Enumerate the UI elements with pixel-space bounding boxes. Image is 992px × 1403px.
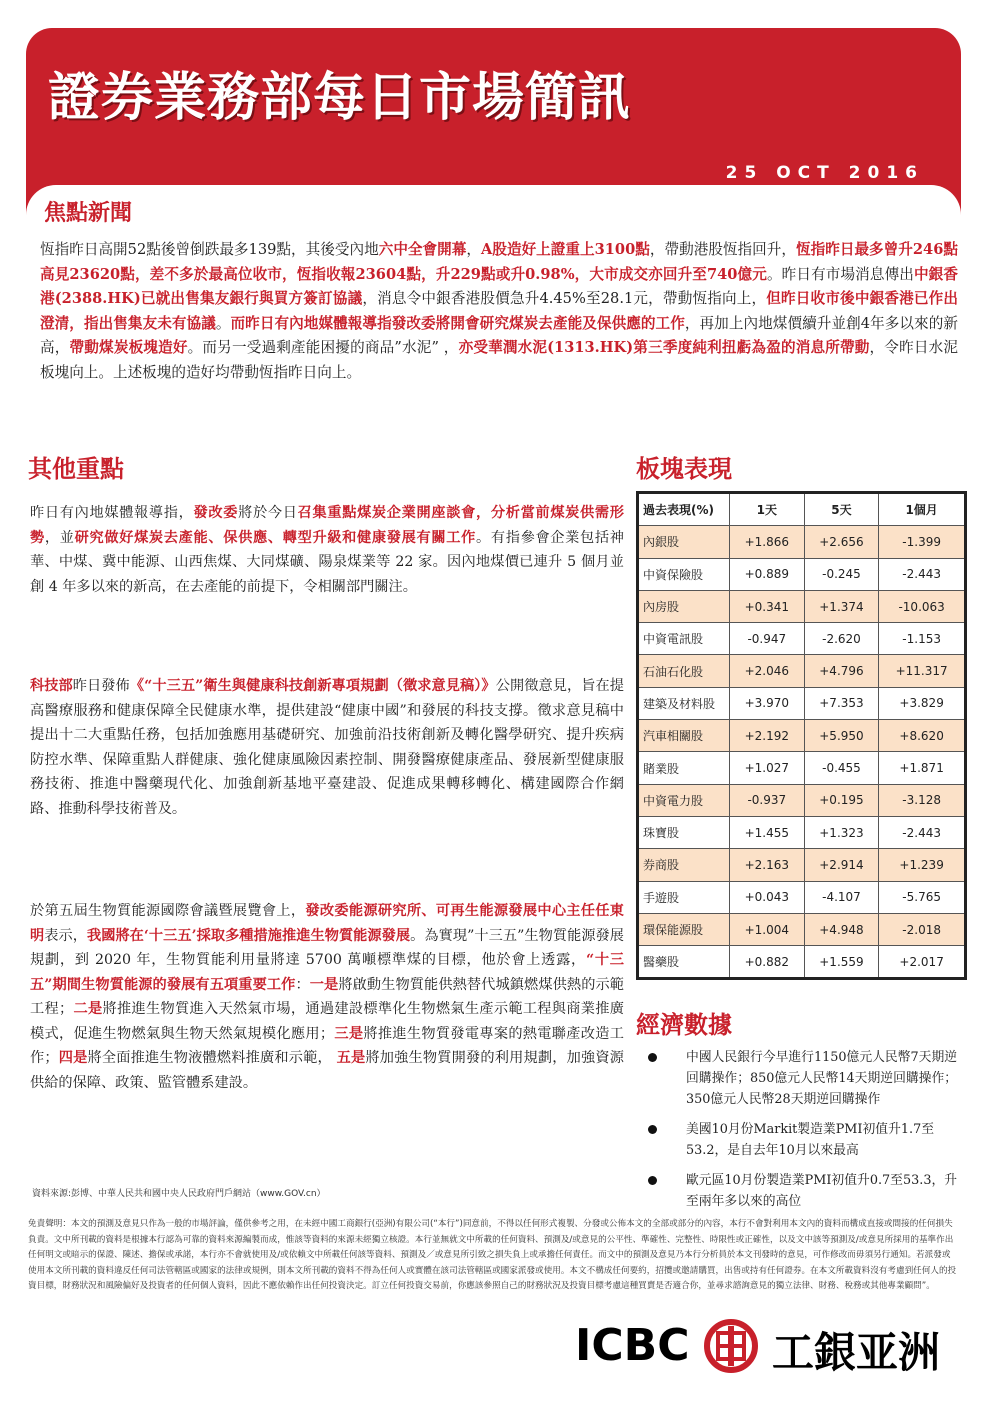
sector-performance-table xyxy=(636,491,967,980)
return-1d: +0.043 xyxy=(730,881,805,913)
list-item xyxy=(648,1047,960,1110)
return-1m: -5.765 xyxy=(879,881,966,913)
sector-name: 建築及材料股 xyxy=(638,687,730,719)
return-1m: +3.829 xyxy=(879,687,966,719)
others-paragraph-1 xyxy=(30,501,624,599)
return-5d: +1.374 xyxy=(804,590,879,622)
table-row xyxy=(638,687,966,719)
sector-name: 石油石化股 xyxy=(638,655,730,687)
return-1m: -1.153 xyxy=(879,623,966,655)
return-1d: +0.341 xyxy=(730,590,805,622)
table-row xyxy=(638,752,966,784)
return-1m: +11.317 xyxy=(879,655,966,687)
return-1m: -2.018 xyxy=(879,913,966,945)
text-run: 將於今日 xyxy=(238,505,298,521)
text-run: 。 xyxy=(215,314,231,332)
bullet-icon xyxy=(648,1125,657,1134)
highlighted-text: 而昨日有內地媒體報導指發改委將開會研究煤炭去產能及保供應的工作 xyxy=(230,314,685,332)
text-run: ，並 xyxy=(44,529,75,546)
others-heading: 其他重點 xyxy=(28,455,124,483)
return-1m: +2.017 xyxy=(879,946,966,979)
text-run: 將推進生物質發電專案的熱電聯產改造工作； xyxy=(30,1025,624,1066)
return-1m: -2.443 xyxy=(879,558,966,590)
return-1d: +2.046 xyxy=(730,655,805,687)
table-row xyxy=(638,849,966,881)
return-5d: +1.559 xyxy=(804,946,879,979)
return-1d: +2.192 xyxy=(730,720,805,752)
highlighted-text: “十三五”期間生物質能源的發展有五項重要工作 xyxy=(30,952,624,993)
sector-name: 賭業股 xyxy=(638,752,730,784)
highlighted-text: A股造好上證重上3100點 xyxy=(481,241,650,258)
text-run: 將加強生物質開發的利用規劃，加強資源供給的保障、政策、監管體系建設。 xyxy=(30,1050,624,1091)
table-row xyxy=(638,655,966,687)
logo-english: ICBC xyxy=(575,1320,690,1371)
text-run: 將全面推進生物液體燃料推廣和示範， xyxy=(87,1050,337,1066)
sector-name: 中資保險股 xyxy=(638,558,730,590)
return-1d: +1.027 xyxy=(730,752,805,784)
return-1m: +8.620 xyxy=(879,720,966,752)
economic-item: 中國人民銀行今早進行1150億元人民幣7天期逆回購操作；850億元人民幣14天期逆回購操作；350億元人民幣28天期逆回購操作 xyxy=(686,1050,958,1107)
bullet-icon xyxy=(648,1176,657,1185)
return-1d: +0.889 xyxy=(730,558,805,590)
page-title: 證券業務部每日市場簡訊 xyxy=(48,68,632,128)
highlighted-text: 中銀香港(2388.HK)已就出售集友銀行與買方簽訂協議 xyxy=(40,265,958,308)
text-run: ，帶動港股恆指回升， xyxy=(649,241,796,258)
sector-name: 汽車相關股 xyxy=(638,720,730,752)
sector-name: 醫藥股 xyxy=(638,946,730,979)
return-1m: +1.871 xyxy=(879,752,966,784)
sector-name: 中資電力股 xyxy=(638,784,730,816)
highlighted-text: 《“十三五”衛生與健康科技創新專項規劃（徵求意見稿）》 xyxy=(129,678,496,694)
return-5d: +4.948 xyxy=(804,913,879,945)
return-1m: -3.128 xyxy=(879,784,966,816)
table-row xyxy=(638,913,966,945)
return-1d: +0.882 xyxy=(730,946,805,979)
text-run: 將啟動生物質能供熱替代城鎮燃煤供熱的示範工程； xyxy=(30,976,624,1017)
others-paragraph-2 xyxy=(30,674,624,821)
highlighted-text: 召集重點煤炭企業開座談會，分析當前煤炭供需形勢 xyxy=(30,505,624,546)
source-note: 資料來源:彭博、中華人民共和國中央人民政府門戶網站（www.GOV.cn） xyxy=(32,1189,326,1199)
highlighted-text: 四是 xyxy=(58,1050,88,1066)
sector-heading: 板塊表現 xyxy=(636,455,732,483)
return-1m: -2.443 xyxy=(879,816,966,848)
text-run: 恆指昨日高開52點後曾倒跌最多139點，其後受內地 xyxy=(40,241,379,258)
return-5d: +5.950 xyxy=(804,720,879,752)
sector-name: 珠寶股 xyxy=(638,816,730,848)
highlighted-text: 帶動煤炭板塊造好 xyxy=(69,339,188,357)
text-run: ，令昨日水泥板塊向上。上述板塊的造好均帶動恆指昨日向上。 xyxy=(40,339,958,381)
focus-paragraph xyxy=(40,238,958,386)
return-1d: -0.937 xyxy=(730,784,805,816)
table-row xyxy=(638,623,966,655)
column-header: 5天 xyxy=(804,493,879,526)
return-1m: -1.399 xyxy=(879,526,966,558)
focus-heading: 焦點新聞 xyxy=(44,201,133,226)
banner-notch xyxy=(26,185,961,225)
return-1d: +1.455 xyxy=(730,816,805,848)
report-date: 25 OCT 2016 xyxy=(725,163,924,183)
return-1d: +1.004 xyxy=(730,913,805,945)
return-5d: +0.195 xyxy=(804,784,879,816)
table-row xyxy=(638,558,966,590)
table-row xyxy=(638,720,966,752)
return-5d: +2.914 xyxy=(804,849,879,881)
return-5d: +7.353 xyxy=(804,687,879,719)
bullet-icon xyxy=(648,1053,657,1062)
highlighted-text: 亦受華潤水泥(1313.HK)第三季度純利扭虧為盈的消息所帶動 xyxy=(458,339,870,357)
return-1d: -0.947 xyxy=(730,623,805,655)
return-5d: -2.620 xyxy=(804,623,879,655)
text-run: ，消息令中銀香港股價急升4.45%至28.1元，帶動恆指向上， xyxy=(362,290,767,308)
text-run: 於第五屆生物質能源國際會議暨展覽會上， xyxy=(30,903,306,919)
text-run: 。有指參會企業包括神華、中煤、冀中能源、山西焦煤、大同煤礦、陽泉煤業等 22 家。因內地煤價已連升 5 個月並創 4 年多以來的新高，在去產能的前提下，令相關部門關注。 xyxy=(30,529,624,595)
table-row xyxy=(638,946,966,979)
others-paragraph-3 xyxy=(30,899,624,1095)
list-item xyxy=(648,1119,960,1161)
text-run: 昨日發佈 xyxy=(72,678,130,694)
sector-name: 內銀股 xyxy=(638,526,730,558)
logo-chinese: 工銀亚洲 xyxy=(772,1328,941,1377)
table-row xyxy=(638,816,966,848)
return-1d: +3.970 xyxy=(730,687,805,719)
disclaimer: 免責聲明：本文的預測及意見只作為一般的市場評論，僅供參考之用，在未經中國工商銀行(亞洲)有限公司(“本行”)同意前，不得以任何形式複製、分發或公佈本文的全部或部分的內容，本行不會對利用本文內的資料而構成直接或間接的任何損失負責。文中所刊載的資料是根據本行認為可靠的資料來源編製而成，惟該等資料的來源未經獨立核證。本行並無就文中所載的任何資料、預測及/或意見的公平性、準確性、完整性、時限性或正確性，以及文中該等預測及/或意見所採用的基準作出任何明文或暗示的保證、陳述、擔保或承諾，本行亦不會就使用及/或依賴文中所載任何該等資料、預測及／或意見所引致之損失負上或承擔任何責任。而文中的預測及意見乃本行分析員於本文刊發時的意見，可作修改而毋須另行通知。若派發或使用本文所刊載的資料違反任何司法管轄區或國家的法律或規例，則本文所刊載的資料不得為任何人或實體在該司法管轄區或國家派發或使用。本文不構成任何要約，招攬或邀請購買，出售或持有任何證券。在本文所載資料沒有考慮到任何人的投資目標，財務狀況和風險偏好及投資者的任何個人資料，因此不應依賴作出任何投資決定。訂立任何投資交易前，你應該參照自己的財務狀況及投資目標考慮這種買賣是否適合你，並尋求諮詢意見的獨立法律、財務、稅務或其他專業顧問”。 xyxy=(28,1219,957,1291)
return-5d: +2.656 xyxy=(804,526,879,558)
table-row xyxy=(638,881,966,913)
text-run: 。而另一受過剩產能困擾的商品”水泥” ， xyxy=(187,339,459,357)
return-5d: +1.323 xyxy=(804,816,879,848)
sector-name: 中資電訊股 xyxy=(638,623,730,655)
list-item xyxy=(648,1170,960,1212)
economic-item: 美國10月份Markit製造業PMI初值升1.7至53.2，是自去年10月以來最高 xyxy=(686,1122,935,1158)
text-run: ，再加上內地煤價續升並創4年多以來的新高， xyxy=(40,314,958,357)
return-5d: -4.107 xyxy=(804,881,879,913)
column-header: 1個月 xyxy=(879,493,966,526)
text-run: 。為實現”十三五”生物質能源發展規劃，到 2020 年，生物質能利用量將達 5700 萬噸標準煤的目標，他於會上透露， xyxy=(30,927,624,968)
text-run: ， xyxy=(466,241,481,258)
return-1m: -10.063 xyxy=(879,590,966,622)
highlighted-text: 一是 xyxy=(309,976,339,993)
column-header: 過去表現(%) xyxy=(638,493,730,526)
economic-heading: 經濟數據 xyxy=(636,1011,732,1039)
highlighted-text: 三是 xyxy=(334,1025,364,1042)
return-1m: +1.239 xyxy=(879,849,966,881)
text-run: 。昨日有市場消息傳出 xyxy=(766,265,914,283)
return-1d: +1.866 xyxy=(730,526,805,558)
text-run: 表示， xyxy=(44,927,87,944)
highlighted-text: 但昨日收市後中銀香港已作出澄清，指出售集友未有協議 xyxy=(40,290,958,332)
return-5d: +4.796 xyxy=(804,655,879,687)
text-run: ： xyxy=(295,976,310,993)
highlighted-text: 二是 xyxy=(73,1001,103,1017)
highlighted-text: 六中全會開幕 xyxy=(378,241,467,258)
table-header-row xyxy=(638,493,966,526)
highlighted-text: 研究做好煤炭去產能、保供應、轉型升級和健康發展有關工作 xyxy=(74,529,476,546)
column-header: 1天 xyxy=(730,493,805,526)
sector-name: 內房股 xyxy=(638,590,730,622)
sector-name: 券商股 xyxy=(638,849,730,881)
highlighted-text: 科技部 xyxy=(30,678,73,694)
highlighted-text: 恆指昨日最多曾升246點高見23620點，差不多於最高位收市，恆指收報23604點，升229點或升0.98%，大市成交亦回升至740億元 xyxy=(40,241,958,283)
text-run: 將推進生物質進入天然氣市場，通過建設標準化生物燃氣生產示範工程與商業推廣模式，促進生物燃氣與生物天然氣規模化應用； xyxy=(30,1001,624,1042)
economic-item: 歐元區10月份製造業PMI初值升0.7至53.3，升至兩年多以來的高位 xyxy=(686,1173,958,1209)
return-5d: -0.455 xyxy=(804,752,879,784)
table-row xyxy=(638,590,966,622)
return-5d: -0.245 xyxy=(804,558,879,590)
icbc-logo xyxy=(575,1318,960,1376)
sector-name: 手遊股 xyxy=(638,881,730,913)
icbc-emblem-icon xyxy=(703,1318,759,1374)
table-row xyxy=(638,526,966,558)
sector-name: 環保能源股 xyxy=(638,913,730,945)
text-run: 昨日有內地媒體報導指， xyxy=(30,505,194,521)
highlighted-text: 發改委能源研究所、可再生能源發展中心主任任東明 xyxy=(30,903,624,944)
economic-list xyxy=(648,1047,960,1221)
highlighted-text: 發改委 xyxy=(193,505,239,521)
table-row xyxy=(638,784,966,816)
return-1d: +2.163 xyxy=(730,849,805,881)
text-run: 公開徵意見，旨在提高醫療服務和健康保障全民健康水準，提供建設“健康中國”和發展的科技支撐。徵求意見稿中提出十二大重點任務，包括加強應用基礎研究、加強前沿技術創新及轉化醫學研究、提升疾病防控水準、保障重點人群健康、強化健康風險因素控制、開發醫療健康產品、發展新型健康服務技術、推進中醫藥現代化、加強創新基地平臺建設、促進成果轉移轉化、構建國際合作網路、推動科學技術普及。 xyxy=(30,678,624,817)
highlighted-text: 我國將在‘十三五’採取多種措施推進生物質能源發展 xyxy=(86,927,411,944)
highlighted-text: 五是 xyxy=(336,1050,366,1066)
